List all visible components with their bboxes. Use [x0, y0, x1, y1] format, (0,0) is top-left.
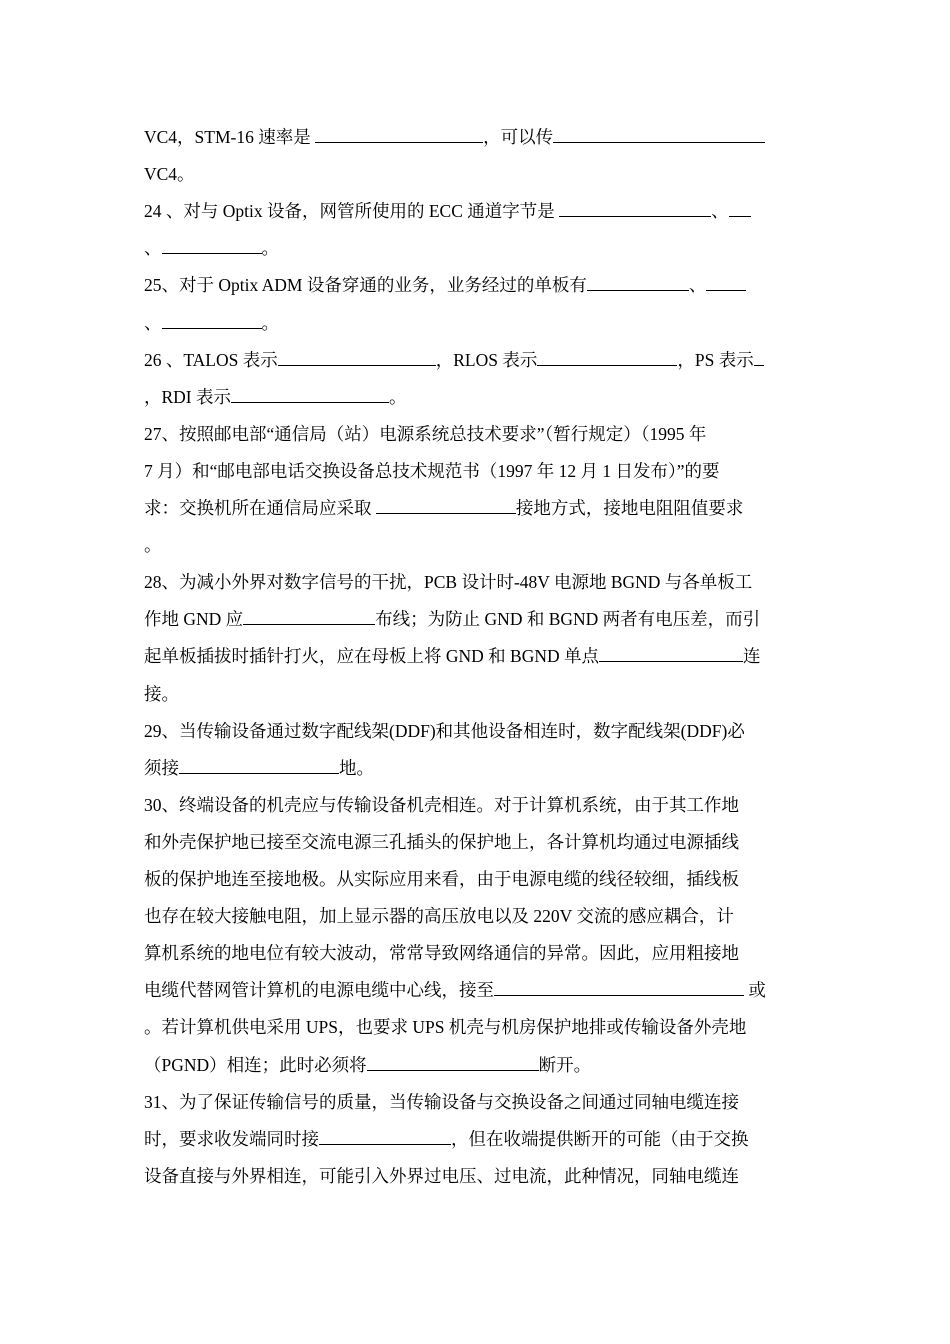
text-run: 须接: [144, 757, 179, 778]
text-run: 、: [711, 201, 729, 222]
text-run: （PGND）相连；此时必须将: [144, 1054, 367, 1075]
fill-in-blank: [162, 306, 262, 329]
text-line: [144, 230, 808, 267]
fill-in-blank: [315, 120, 483, 143]
fill-in-blank: [376, 491, 516, 514]
text-line: [144, 713, 808, 750]
text-run: 和外壳保护地已接至交流电源三孔插头的保护地上，各计算机均通过电源插线: [144, 831, 739, 852]
text-run: 电缆代替网管计算机的电源电缆中心线，接至: [144, 980, 494, 1001]
text-line: [144, 564, 808, 601]
fill-in-blank: [278, 343, 436, 366]
text-line: [144, 972, 808, 1009]
text-run: 28、为减小外界对数字信号的干扰，PCB 设计时-48V 电源地 BGND 与各单板工: [144, 572, 753, 593]
text-line: [144, 527, 808, 564]
text-run: 。: [261, 312, 279, 333]
fill-in-blank: [537, 343, 677, 366]
text-run: 连: [743, 646, 761, 667]
text-run: 、: [144, 238, 162, 259]
text-line: [144, 787, 808, 824]
text-run: 接地方式，接地电阻阻值要求: [515, 498, 744, 518]
text-run: 26 、TALOS 表示: [144, 349, 278, 370]
text-run: 。: [261, 238, 279, 259]
text-line: [144, 824, 808, 861]
fill-in-blank: [319, 1122, 451, 1145]
text-run: 设备直接与外界相连，可能引入外界过电压、过电流，此种情况，同轴电缆连: [144, 1165, 739, 1186]
text-run: 7 月）和“邮电部电话交换设备总技术规范书（1997 年 12 月 1 日发布）”的要: [144, 460, 720, 481]
text-run: 断开。: [538, 1054, 592, 1075]
text-line: [144, 638, 808, 675]
text-line: [144, 750, 808, 787]
text-line: [144, 1084, 808, 1121]
text-run: 也存在较大接触电阻，加上显示器的高压放电以及 220V 交流的感应耦合，计: [144, 906, 734, 927]
fill-in-blank: [494, 973, 744, 996]
text-run: 30、终端设备的机壳应与传输设备机壳相连。对于计算机系统，由于其工作地: [144, 794, 739, 815]
text-line: [144, 156, 808, 193]
fill-in-blank: [706, 268, 746, 291]
fill-in-blank: [231, 380, 389, 403]
text-line: [144, 861, 808, 898]
text-run: 算机系统的地电位有较大波动，常常导致网络通信的异常。因此，应用粗接地: [144, 943, 739, 964]
text-run: 地。: [339, 757, 374, 778]
text-run: 。若计算机供电采用 UPS，也要求 UPS 机壳与机房保护地排或传输设备外壳地: [144, 1017, 747, 1038]
text-run: 板的保护地连至接地极。从实际应用来看，由于电源电缆的线径较细，插线板: [144, 869, 739, 889]
text-run: VC4，STM-16 速率是: [144, 127, 316, 147]
text-run: VC4。: [144, 164, 195, 185]
text-line: [144, 1121, 808, 1158]
fill-in-blank: [162, 231, 262, 254]
text-line: [144, 1047, 808, 1084]
text-line: [144, 490, 808, 527]
fill-in-blank: [367, 1048, 539, 1071]
text-line: [144, 342, 808, 379]
text-run: 31、为了保证传输信号的质量，当传输设备与交换设备之间通过同轴电缆连接: [144, 1091, 739, 1112]
text-line: [144, 601, 808, 638]
text-run: ，RLOS 表示: [435, 349, 538, 370]
text-line: [144, 935, 808, 972]
text-line: [144, 305, 808, 342]
text-run: 。: [144, 535, 162, 556]
text-run: 或: [744, 980, 766, 1001]
text-run: 接。: [144, 683, 179, 704]
text-line: [144, 193, 808, 230]
fill-in-blank: [553, 120, 765, 143]
text-line: [144, 1158, 808, 1195]
fill-in-blank: [559, 194, 711, 217]
fill-in-blank: [599, 639, 743, 662]
text-run: 、: [144, 312, 162, 333]
text-run: 。: [389, 386, 407, 407]
text-line: [144, 1009, 808, 1046]
text-run: 作地 GND 应: [144, 609, 244, 630]
text-run: 时，要求收发端同时接: [144, 1128, 319, 1149]
fill-in-blank: [243, 602, 375, 625]
text-run: ，RDI 表示: [144, 386, 232, 407]
text-run: 求：交换机所在通信局应采取: [144, 498, 376, 518]
text-run: 布线；为防止 GND 和 BGND 两者有电压差，而引: [375, 609, 761, 630]
fill-in-blank: [587, 268, 689, 291]
text-line: [144, 119, 808, 156]
text-run: 起单板插拔时插针打火，应在母板上将 GND 和 BGND 单点: [144, 646, 599, 667]
text-run: 27、按照邮电部“通信局（站）电源系统总技术要求”（暂行规定）（1995 年: [144, 423, 707, 444]
fill-in-blank: [754, 343, 764, 366]
text-run: 24 、对与 Optix 设备，网管所使用的 ECC 通道字节是: [144, 201, 560, 222]
text-line: [144, 898, 808, 935]
fill-in-blank: [179, 751, 339, 774]
text-run: 、: [688, 275, 707, 296]
text-run: ，但在收端提供断开的可能（由于交换: [451, 1128, 749, 1149]
fill-in-blank: [729, 194, 751, 217]
text-run: ，可以传: [483, 127, 554, 147]
text-line: [144, 267, 808, 304]
text-line: [144, 453, 808, 490]
text-line: [144, 416, 808, 453]
text-run: 25、对于 Optix ADM 设备穿通的业务，业务经过的单板有: [144, 275, 587, 296]
text-run: ，PS 表示: [677, 349, 754, 370]
text-line: [144, 379, 808, 416]
text-run: 29、当传输设备通过数字配线架(DDF)和其他设备相连时，数字配线架(DDF)必: [144, 720, 745, 741]
text-line: [144, 676, 808, 713]
